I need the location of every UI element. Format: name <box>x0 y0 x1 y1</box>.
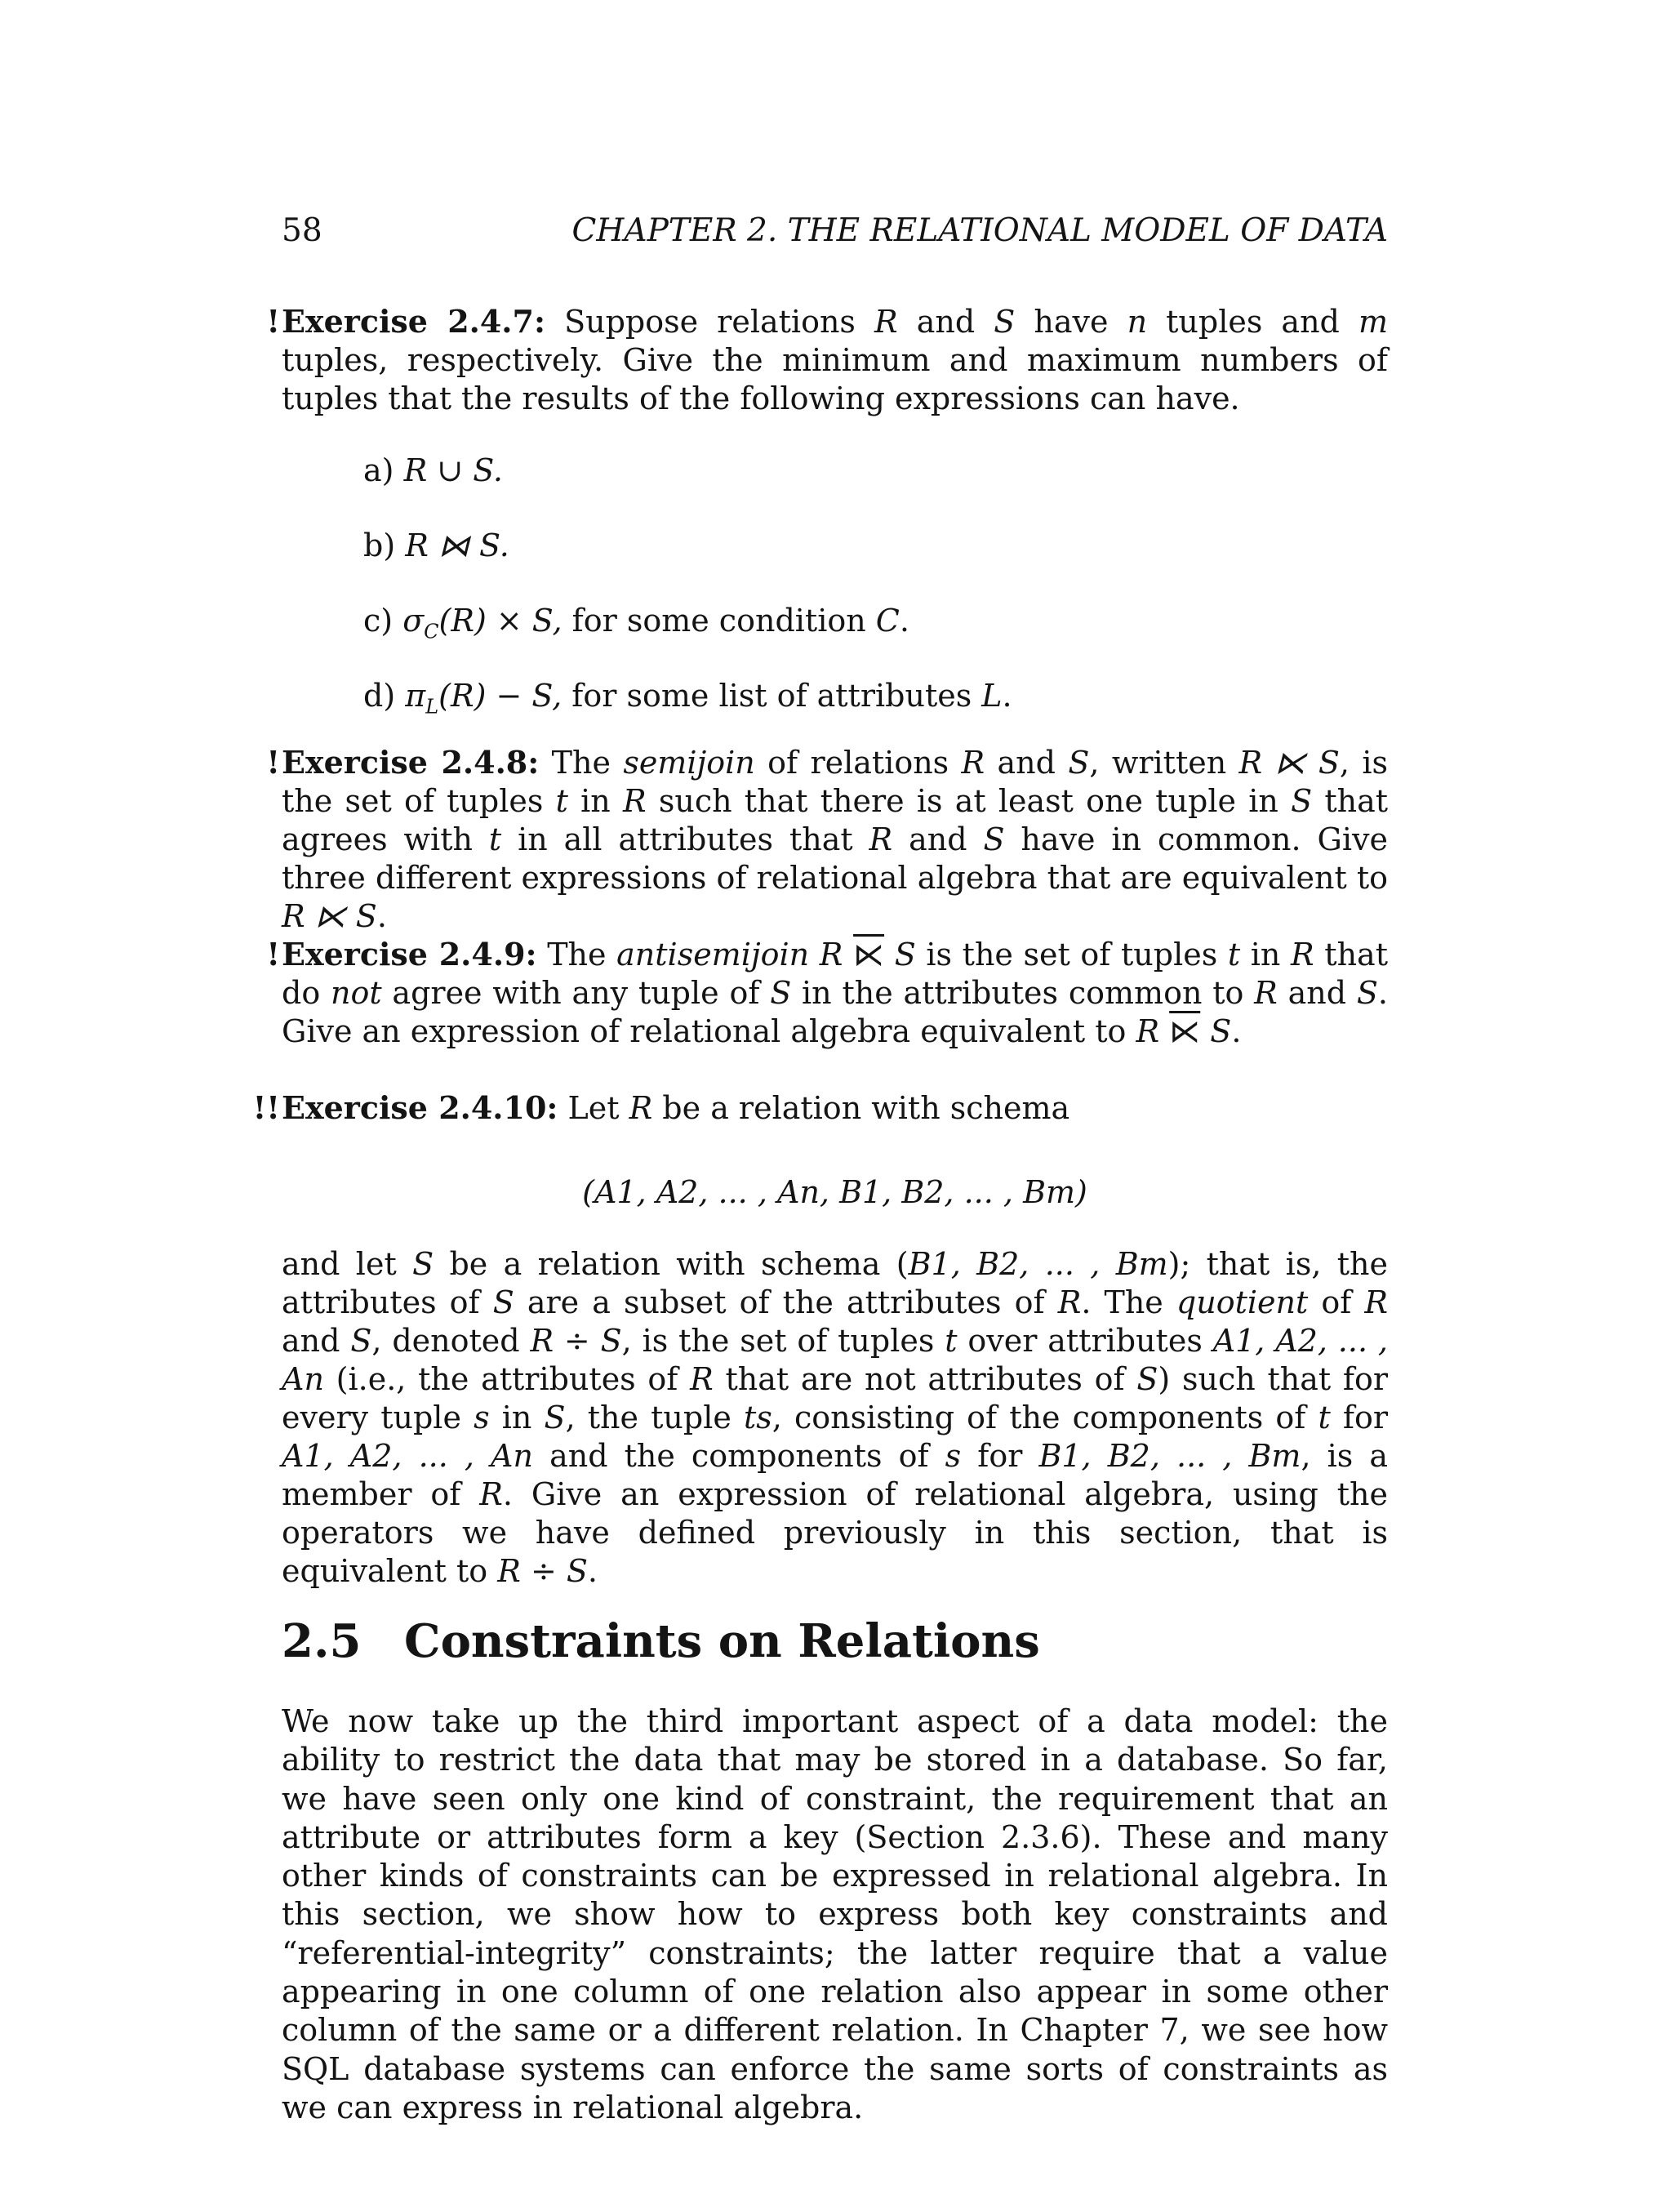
section-heading <box>282 1613 1040 1670</box>
exercise-text: in <box>489 1400 545 1435</box>
schema-display-equation: (A1, A2, ... , An, B1, B2, ... , Bm) <box>582 1174 1087 1210</box>
difficulty-mark: ! <box>266 936 280 972</box>
exercise-text: of relations <box>754 745 962 781</box>
math-var: t <box>555 783 568 819</box>
exercise-text: and <box>985 745 1069 781</box>
exercise-text: ); that is, the attributes of <box>282 1246 1388 1320</box>
item-text: . <box>899 603 909 639</box>
exercise-text: , the tuple <box>565 1400 745 1435</box>
exercise-text: . <box>376 898 387 934</box>
exercise-text: , is a member of <box>282 1438 1388 1512</box>
math-var: t <box>1318 1400 1331 1435</box>
exercise-text: . <box>587 1553 598 1589</box>
item-expression: σ <box>402 603 425 639</box>
math-expression: R ÷ S <box>530 1323 622 1359</box>
exercise-2-4-9 <box>266 935 1388 1051</box>
math-var: S <box>1356 975 1378 1011</box>
emphasis-text: not <box>331 975 382 1011</box>
math-expression: A1, A2, ... , An <box>282 1438 533 1474</box>
math-var: n <box>1127 304 1148 340</box>
exercise-text: and <box>282 1323 351 1359</box>
running-header <box>282 207 1388 256</box>
exercise-label: Exercise 2.4.7: <box>282 303 545 340</box>
math-var: R <box>1364 1284 1388 1320</box>
exercise-text: in all attributes that <box>501 821 869 857</box>
exercise-text: and let <box>282 1246 413 1282</box>
exercise-text: The <box>536 937 617 972</box>
exercise-text: and <box>897 304 994 340</box>
exercise-text: for <box>1330 1400 1388 1435</box>
exercise-2-4-8 <box>266 743 1389 936</box>
math-var: S <box>770 975 792 1011</box>
list-item <box>363 527 509 565</box>
exercise-text: Suppose relations <box>545 304 875 340</box>
exercise-label: Exercise 2.4.8: <box>282 744 540 781</box>
list-item <box>363 452 503 490</box>
math-var: R <box>622 783 647 819</box>
exercise-text: that are not attributes of <box>713 1361 1137 1397</box>
antisemijoin-operator: ⋉ <box>853 937 885 972</box>
math-var: R <box>1254 975 1278 1011</box>
math-var: R <box>874 304 898 340</box>
semijoin-expression: R ⋉ S <box>1238 745 1340 781</box>
math-var: R <box>961 745 985 781</box>
math-var: R <box>690 1361 714 1397</box>
math-expression: R ÷ S <box>497 1553 588 1589</box>
item-expression: R ⋈ S. <box>405 527 509 563</box>
exercise-text: be a relation with schema <box>652 1090 1070 1126</box>
math-var: L <box>981 678 1003 714</box>
exercise-text: be a relation with schema ( <box>434 1246 909 1282</box>
math-var: s <box>945 1438 962 1474</box>
math-var: R <box>1136 1013 1160 1049</box>
item-expression: (R) × S, <box>438 603 563 639</box>
exercise-text: Let <box>558 1090 629 1126</box>
math-var: R <box>479 1476 503 1512</box>
exercise-text: for <box>961 1438 1039 1474</box>
math-var: S <box>544 1400 566 1435</box>
exercise-text: that do <box>282 937 1388 1011</box>
exercise-text: , consisting of the components of <box>772 1400 1318 1435</box>
math-var: S <box>1068 745 1090 781</box>
section-title: Constraints on Relations <box>404 1614 1040 1668</box>
math-var: s <box>474 1400 490 1435</box>
math-var: S <box>994 304 1016 340</box>
item-text: for some condition <box>562 603 876 639</box>
exercise-label: Exercise 2.4.10: <box>282 1089 558 1126</box>
math-var: C <box>875 603 900 639</box>
exercise-text: . The <box>1081 1284 1176 1320</box>
difficulty-mark: !! <box>252 1089 280 1126</box>
exercise-text: (i.e., the attributes of <box>323 1361 691 1397</box>
exercise-2-4-7 <box>266 302 1389 418</box>
math-var: R <box>1057 1284 1082 1320</box>
math-var: S <box>983 821 1005 857</box>
exercise-text: is the set of tuples <box>915 937 1228 972</box>
item-subscript: L <box>425 695 439 719</box>
exercise-text: have <box>1015 304 1127 340</box>
item-expression: (R) − S, <box>438 678 563 714</box>
exercise-text: over attributes <box>957 1323 1213 1359</box>
item-label: d) <box>363 678 396 714</box>
math-var: S <box>1291 783 1313 819</box>
exercise-text: , written <box>1089 745 1239 781</box>
math-var: t <box>488 821 502 857</box>
exercise-text: tuples, respectively. Give the minimum and maximum numbers of tuples that the results of the following expressions can have. <box>282 342 1388 416</box>
section-paragraph: We now take up the third important aspect of a data model: the ability to restrict the data that may be stored in a database. So far, we have seen only one kind of constraint, the requirement that an attribute or attributes form a key (Section 2.3.6). These and many other kinds of constraints can be expressed in relational algebra. In this section, we show how to express both key constraints and “referential-integrity” constraints; the latter require that a value appearing in one column of one relation also appear in some other column of the same or a different relation. In Chapter 7, we see how SQL database systems can enforce the same sorts of constraints as we can express in relational algebra. <box>282 1703 1388 2125</box>
math-var: t <box>1227 937 1241 972</box>
exercise-text: ) such that for every tuple <box>282 1361 1388 1435</box>
list-item <box>363 602 909 643</box>
exercise-text: , is the set of tuples <box>621 1323 945 1359</box>
math-var: R <box>629 1090 653 1126</box>
item-label: a) <box>363 452 394 488</box>
item-text: . <box>1002 678 1012 714</box>
section-number: 2.5 <box>282 1614 362 1668</box>
exercise-text: have in common. Give three different expressions of relational algebra that are equivalent to <box>282 821 1388 896</box>
difficulty-mark: ! <box>266 744 280 781</box>
math-var: R <box>869 821 893 857</box>
exercise-text: . <box>1231 1013 1242 1049</box>
page-number: 58 <box>282 212 322 249</box>
exercise-text: agree with any tuple of <box>381 975 771 1011</box>
exercise-text: The <box>539 745 624 781</box>
semijoin-expression: R ⋉ S <box>282 898 377 934</box>
math-var: R <box>1291 937 1314 972</box>
item-label: b) <box>363 527 396 563</box>
math-var: t <box>945 1323 958 1359</box>
exercise-text: . Give an expression of relational algebra equivalent to <box>282 975 1388 1049</box>
math-var: S <box>412 1246 434 1282</box>
running-head-title: CHAPTER 2. THE RELATIONAL MODEL OF DATA <box>571 212 1388 249</box>
item-label: c) <box>363 603 394 639</box>
exercise-text: are a subset of the attributes of <box>514 1284 1058 1320</box>
exercise-text: , denoted <box>371 1323 531 1359</box>
exercise-text: and <box>1277 975 1357 1011</box>
exercise-label: Exercise 2.4.9: <box>282 936 537 972</box>
defined-term: antisemijoin <box>616 937 810 972</box>
math-expression: B1, B2, ... , Bm <box>908 1246 1168 1282</box>
item-expression: R ∪ S. <box>403 452 503 488</box>
difficulty-mark: ! <box>266 303 280 340</box>
exercise-text: tuples and <box>1147 304 1358 340</box>
item-expression: π <box>405 678 426 714</box>
math-var: S <box>1210 1013 1232 1049</box>
exercise-2-4-10 <box>252 1088 1388 1128</box>
defined-term: semijoin <box>623 745 755 781</box>
exercise-text: in <box>1240 937 1292 972</box>
exercise-text: in <box>567 783 623 819</box>
exercise-text: of <box>1308 1284 1365 1320</box>
math-var: S <box>350 1323 372 1359</box>
exercise-text: in the attributes common to <box>791 975 1255 1011</box>
math-var: ts <box>744 1400 772 1435</box>
item-subscript: C <box>424 620 439 643</box>
exercise-2-4-10-body <box>282 1245 1388 1591</box>
math-var: S <box>1136 1361 1158 1397</box>
exercise-text: that agrees with <box>282 783 1389 857</box>
math-var: S <box>894 937 916 972</box>
exercise-text: , is the set of tuples <box>282 745 1389 819</box>
antisemijoin-operator: ⋉ <box>1169 1013 1201 1049</box>
math-var: S <box>492 1284 514 1320</box>
list-item <box>363 677 1012 719</box>
math-var: R <box>819 937 843 972</box>
exercise-text: and the components of <box>532 1438 945 1474</box>
item-text: for some list of attributes <box>562 678 982 714</box>
defined-term: quotient <box>1176 1284 1309 1320</box>
exercise-text: . Give an expression of relational algebra, using the operators we have defined previously in this section, that is equivalent to <box>282 1476 1388 1589</box>
exercise-text: such that there is at least one tuple in <box>646 783 1292 819</box>
exercise-text: and <box>892 821 984 857</box>
textbook-page <box>252 0 1389 2212</box>
math-var: m <box>1358 304 1389 340</box>
math-expression: B1, B2, ... , Bm <box>1038 1438 1301 1474</box>
math-expression: A1, A2, ... , An <box>282 1323 1388 1397</box>
